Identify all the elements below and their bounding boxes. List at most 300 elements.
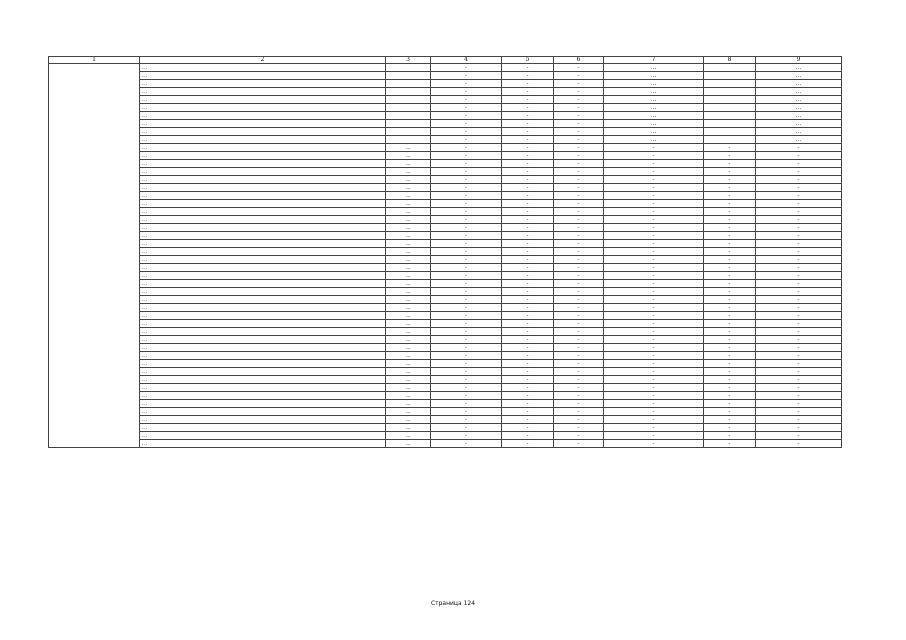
table-cell: …	[140, 184, 386, 192]
table-cell: …	[386, 168, 431, 176]
table-row	[49, 264, 842, 272]
table-cell: -	[554, 208, 604, 216]
table-cell: -	[756, 192, 842, 200]
table-cell: -	[554, 296, 604, 304]
table-row	[49, 288, 842, 296]
table-cell: -	[554, 144, 604, 152]
table-cell: -	[554, 136, 604, 144]
table-cell: -	[756, 400, 842, 408]
table-cell: …	[386, 400, 431, 408]
table-row	[49, 376, 842, 384]
table-cell: -	[756, 376, 842, 384]
table-cell: …	[140, 72, 386, 80]
table-cell: -	[704, 320, 756, 328]
table-cell: …	[140, 392, 386, 400]
table-cell: -	[604, 400, 704, 408]
table-cell: …	[756, 104, 842, 112]
table-cell: …	[140, 160, 386, 168]
table-row	[49, 384, 842, 392]
table-cell: -	[756, 216, 842, 224]
table-cell: -	[604, 408, 704, 416]
table-cell	[704, 64, 756, 72]
table-cell: …	[140, 128, 386, 136]
table-cell: -	[554, 280, 604, 288]
table-cell: -	[604, 232, 704, 240]
table-cell	[386, 136, 431, 144]
table-row	[49, 136, 842, 144]
table-cell: -	[756, 304, 842, 312]
table-cell: -	[604, 344, 704, 352]
table-cell: -	[502, 88, 554, 96]
table-cell: -	[554, 216, 604, 224]
table-row	[49, 208, 842, 216]
table-cell: -	[554, 344, 604, 352]
table-row	[49, 88, 842, 96]
table-cell: -	[604, 192, 704, 200]
table-cell	[386, 120, 431, 128]
table-cell: -	[604, 184, 704, 192]
table-cell: -	[756, 328, 842, 336]
table-cell: -	[604, 272, 704, 280]
table-cell: -	[756, 336, 842, 344]
table-cell: -	[431, 336, 502, 344]
table-cell: …	[140, 152, 386, 160]
table-cell: -	[502, 440, 554, 448]
table-cell: …	[140, 240, 386, 248]
table-cell: …	[386, 384, 431, 392]
table-cell: …	[140, 416, 386, 424]
table-cell: -	[604, 264, 704, 272]
table-cell: -	[704, 256, 756, 264]
table-cell: -	[554, 184, 604, 192]
table-cell: -	[704, 424, 756, 432]
table-cell: …	[140, 304, 386, 312]
table-cell: -	[756, 320, 842, 328]
table-cell: -	[431, 344, 502, 352]
table-cell: -	[554, 392, 604, 400]
table-cell: -	[604, 320, 704, 328]
table-cell: -	[554, 152, 604, 160]
table-cell: -	[431, 168, 502, 176]
table-cell	[386, 104, 431, 112]
table-cell: -	[554, 128, 604, 136]
table-cell: -	[704, 152, 756, 160]
table-row	[49, 200, 842, 208]
table-cell: -	[756, 168, 842, 176]
table-cell: -	[704, 264, 756, 272]
table-row	[49, 312, 842, 320]
table-row	[49, 72, 842, 80]
table-cell: …	[140, 136, 386, 144]
table-row	[49, 328, 842, 336]
table-cell: -	[502, 344, 554, 352]
table-cell: -	[502, 304, 554, 312]
table-row	[49, 112, 842, 120]
table-cell: -	[704, 368, 756, 376]
table-cell: -	[431, 88, 502, 96]
table-cell: …	[140, 208, 386, 216]
table-row	[49, 280, 842, 288]
table-cell: -	[554, 240, 604, 248]
table-cell: …	[386, 184, 431, 192]
table-cell: -	[431, 304, 502, 312]
table-cell: -	[756, 360, 842, 368]
table-cell: -	[554, 104, 604, 112]
table-cell: -	[554, 192, 604, 200]
table-cell: -	[554, 272, 604, 280]
table-cell: …	[140, 104, 386, 112]
table-cell	[386, 96, 431, 104]
table-cell: -	[431, 264, 502, 272]
table-cell: -	[756, 408, 842, 416]
table-cell: -	[431, 272, 502, 280]
table-cell: -	[756, 440, 842, 448]
table-cell: …	[140, 432, 386, 440]
table-cell: -	[704, 400, 756, 408]
table-cell: -	[756, 344, 842, 352]
table-cell: …	[386, 256, 431, 264]
table-cell: -	[554, 232, 604, 240]
table-cell: -	[554, 200, 604, 208]
table-row	[49, 352, 842, 360]
table-cell: …	[140, 176, 386, 184]
table-cell: …	[386, 152, 431, 160]
table-row	[49, 104, 842, 112]
table-cell	[704, 104, 756, 112]
table-cell: -	[604, 440, 704, 448]
table-cell: -	[554, 160, 604, 168]
table-cell: -	[604, 336, 704, 344]
table-cell: -	[604, 416, 704, 424]
table-cell: -	[502, 240, 554, 248]
table-cell: -	[604, 240, 704, 248]
table-cell: -	[604, 384, 704, 392]
table-row	[49, 248, 842, 256]
table-cell: -	[756, 288, 842, 296]
table-cell: -	[431, 160, 502, 168]
table-cell: …	[140, 168, 386, 176]
table-cell: -	[431, 144, 502, 152]
table-cell: -	[756, 368, 842, 376]
table-row	[49, 240, 842, 248]
table-cell: -	[756, 256, 842, 264]
table-cell: …	[140, 200, 386, 208]
table-cell: -	[756, 240, 842, 248]
table-cell: -	[431, 400, 502, 408]
table-cell: …	[140, 368, 386, 376]
table-cell: -	[756, 392, 842, 400]
table-cell: -	[554, 64, 604, 72]
table-row	[49, 128, 842, 136]
table-cell: -	[431, 280, 502, 288]
table-cell: -	[756, 160, 842, 168]
table-cell: -	[431, 408, 502, 416]
table-cell: -	[604, 304, 704, 312]
table-cell: -	[431, 352, 502, 360]
table-cell: …	[756, 80, 842, 88]
table-cell: -	[604, 216, 704, 224]
table-cell: -	[704, 328, 756, 336]
table-cell: -	[554, 400, 604, 408]
table-row	[49, 184, 842, 192]
table-row	[49, 296, 842, 304]
table-cell: -	[431, 424, 502, 432]
table-cell: …	[386, 440, 431, 448]
table-cell: -	[756, 424, 842, 432]
table-cell: -	[554, 336, 604, 344]
table-cell: …	[140, 312, 386, 320]
table-cell: …	[386, 328, 431, 336]
table-cell: -	[604, 376, 704, 384]
table-cell: -	[704, 280, 756, 288]
table-cell: -	[554, 264, 604, 272]
table-cell: -	[604, 144, 704, 152]
table-cell: -	[431, 288, 502, 296]
table-cell: …	[140, 280, 386, 288]
table-cell: -	[431, 112, 502, 120]
table-cell: -	[502, 232, 554, 240]
table-cell: -	[604, 152, 704, 160]
table-cell: -	[604, 392, 704, 400]
table-cell: -	[502, 184, 554, 192]
table-cell: …	[140, 224, 386, 232]
table-row	[49, 176, 842, 184]
table-cell: …	[386, 144, 431, 152]
table-cell: -	[704, 304, 756, 312]
table-cell: -	[502, 280, 554, 288]
table-cell: …	[386, 304, 431, 312]
table-cell: …	[140, 272, 386, 280]
table-cell: …	[386, 248, 431, 256]
table-cell: -	[431, 392, 502, 400]
table-cell: -	[431, 152, 502, 160]
table-cell: -	[554, 72, 604, 80]
table-cell: -	[502, 336, 554, 344]
table-row	[49, 232, 842, 240]
table-cell: -	[604, 432, 704, 440]
table-cell: -	[704, 288, 756, 296]
table-cell: -	[704, 176, 756, 184]
table-row	[49, 120, 842, 128]
table-cell: -	[502, 328, 554, 336]
table-cell: -	[756, 152, 842, 160]
column-number: 4	[431, 57, 502, 64]
table-cell: -	[704, 344, 756, 352]
table-cell: -	[704, 440, 756, 448]
table-cell: -	[554, 88, 604, 96]
table-cell: …	[386, 280, 431, 288]
table-row	[49, 360, 842, 368]
table-cell: -	[756, 224, 842, 232]
table-cell: -	[604, 424, 704, 432]
table-cell: …	[604, 72, 704, 80]
table-cell: -	[604, 248, 704, 256]
table-row	[49, 424, 842, 432]
table-cell	[704, 80, 756, 88]
table-cell: -	[554, 224, 604, 232]
table-cell: -	[604, 280, 704, 288]
table-cell: …	[386, 264, 431, 272]
table-cell	[704, 136, 756, 144]
page-footer: Страница 124	[430, 600, 476, 607]
table-cell: …	[140, 376, 386, 384]
table-cell: -	[502, 360, 554, 368]
table-cell: …	[756, 128, 842, 136]
table-cell: …	[386, 272, 431, 280]
table-cell: -	[431, 240, 502, 248]
table-cell: -	[604, 168, 704, 176]
table-cell: -	[554, 424, 604, 432]
table-cell: -	[431, 104, 502, 112]
table-cell: -	[502, 312, 554, 320]
table-cell: …	[604, 64, 704, 72]
table-cell: …	[140, 80, 386, 88]
table-cell: -	[431, 376, 502, 384]
table-cell: …	[140, 384, 386, 392]
table-cell: -	[756, 296, 842, 304]
table-cell: -	[502, 216, 554, 224]
table-cell: -	[502, 80, 554, 88]
table-cell: -	[756, 352, 842, 360]
table-cell: -	[431, 72, 502, 80]
table-cell: -	[502, 152, 554, 160]
table-cell: …	[386, 192, 431, 200]
table-cell: …	[386, 224, 431, 232]
table-cell: -	[431, 440, 502, 448]
table-cell: -	[502, 400, 554, 408]
table-cell	[704, 88, 756, 96]
table-cell: -	[554, 120, 604, 128]
table-cell: …	[386, 432, 431, 440]
column-number: 6	[554, 57, 604, 64]
table-cell: -	[502, 320, 554, 328]
table-cell: …	[756, 72, 842, 80]
table-row	[49, 152, 842, 160]
table-cell	[386, 64, 431, 72]
table-row	[49, 392, 842, 400]
table-cell: -	[604, 360, 704, 368]
table-cell: …	[604, 112, 704, 120]
table-cell: -	[554, 368, 604, 376]
table-cell: -	[502, 432, 554, 440]
table-cell: …	[386, 232, 431, 240]
table-cell: -	[502, 352, 554, 360]
table-cell: -	[431, 320, 502, 328]
table-cell: -	[604, 224, 704, 232]
table-cell: -	[756, 384, 842, 392]
table-cell: -	[431, 120, 502, 128]
table-cell	[704, 120, 756, 128]
table-cell: …	[140, 296, 386, 304]
table-cell: …	[140, 360, 386, 368]
table-cell: -	[554, 328, 604, 336]
table-cell: -	[554, 112, 604, 120]
table-cell: -	[554, 312, 604, 320]
table-cell: -	[502, 424, 554, 432]
table-cell: -	[502, 160, 554, 168]
table-cell: -	[554, 80, 604, 88]
table-cell: …	[140, 288, 386, 296]
table-cell: -	[704, 336, 756, 344]
table-cell: -	[704, 376, 756, 384]
table-cell: …	[604, 96, 704, 104]
table-cell: …	[140, 344, 386, 352]
table-cell: -	[704, 360, 756, 368]
table-cell: -	[502, 384, 554, 392]
table-cell: -	[431, 224, 502, 232]
table-cell: -	[502, 104, 554, 112]
table-cell: -	[502, 408, 554, 416]
table-cell: -	[431, 256, 502, 264]
table-row	[49, 400, 842, 408]
table-cell: -	[502, 264, 554, 272]
table-cell: -	[431, 360, 502, 368]
table-cell: -	[704, 312, 756, 320]
table-cell: …	[604, 136, 704, 144]
table-cell: -	[502, 64, 554, 72]
table-row	[49, 320, 842, 328]
table-cell: -	[431, 416, 502, 424]
table-cell: …	[140, 352, 386, 360]
table-cell: …	[140, 248, 386, 256]
table-cell: -	[756, 232, 842, 240]
table-cell: -	[704, 384, 756, 392]
table-cell: -	[502, 248, 554, 256]
table-cell: …	[386, 360, 431, 368]
table-cell: -	[756, 416, 842, 424]
table-cell: …	[140, 216, 386, 224]
column-number: 9	[756, 57, 842, 64]
table-cell: -	[554, 176, 604, 184]
table-cell: …	[756, 96, 842, 104]
table-cell: …	[604, 80, 704, 88]
table-row	[49, 224, 842, 232]
table-cell: -	[502, 224, 554, 232]
table-cell: -	[756, 176, 842, 184]
table-cell: …	[604, 88, 704, 96]
table-row	[49, 440, 842, 448]
table-cell: -	[704, 240, 756, 248]
table-cell: -	[502, 176, 554, 184]
table-cell: …	[386, 336, 431, 344]
table-cell: -	[502, 192, 554, 200]
table-cell: -	[431, 328, 502, 336]
table-cell: …	[140, 440, 386, 448]
table-cell: -	[502, 112, 554, 120]
table-row	[49, 344, 842, 352]
table-cell: …	[386, 312, 431, 320]
table-cell: …	[386, 160, 431, 168]
table-row	[49, 144, 842, 152]
table-cell: -	[604, 296, 704, 304]
table-cell: …	[386, 424, 431, 432]
table-cell: -	[502, 96, 554, 104]
table-row	[49, 272, 842, 280]
table-cell: -	[431, 208, 502, 216]
table-cell: -	[756, 280, 842, 288]
table-cell: -	[502, 168, 554, 176]
table-cell: -	[502, 208, 554, 216]
table-cell: -	[502, 368, 554, 376]
table-cell: -	[502, 272, 554, 280]
table-cell: -	[604, 256, 704, 264]
blank-cell	[49, 64, 140, 448]
table-cell: -	[431, 216, 502, 224]
column-number: 2	[140, 57, 386, 64]
table-cell: -	[431, 64, 502, 72]
table-cell: -	[431, 368, 502, 376]
table-cell: -	[756, 248, 842, 256]
